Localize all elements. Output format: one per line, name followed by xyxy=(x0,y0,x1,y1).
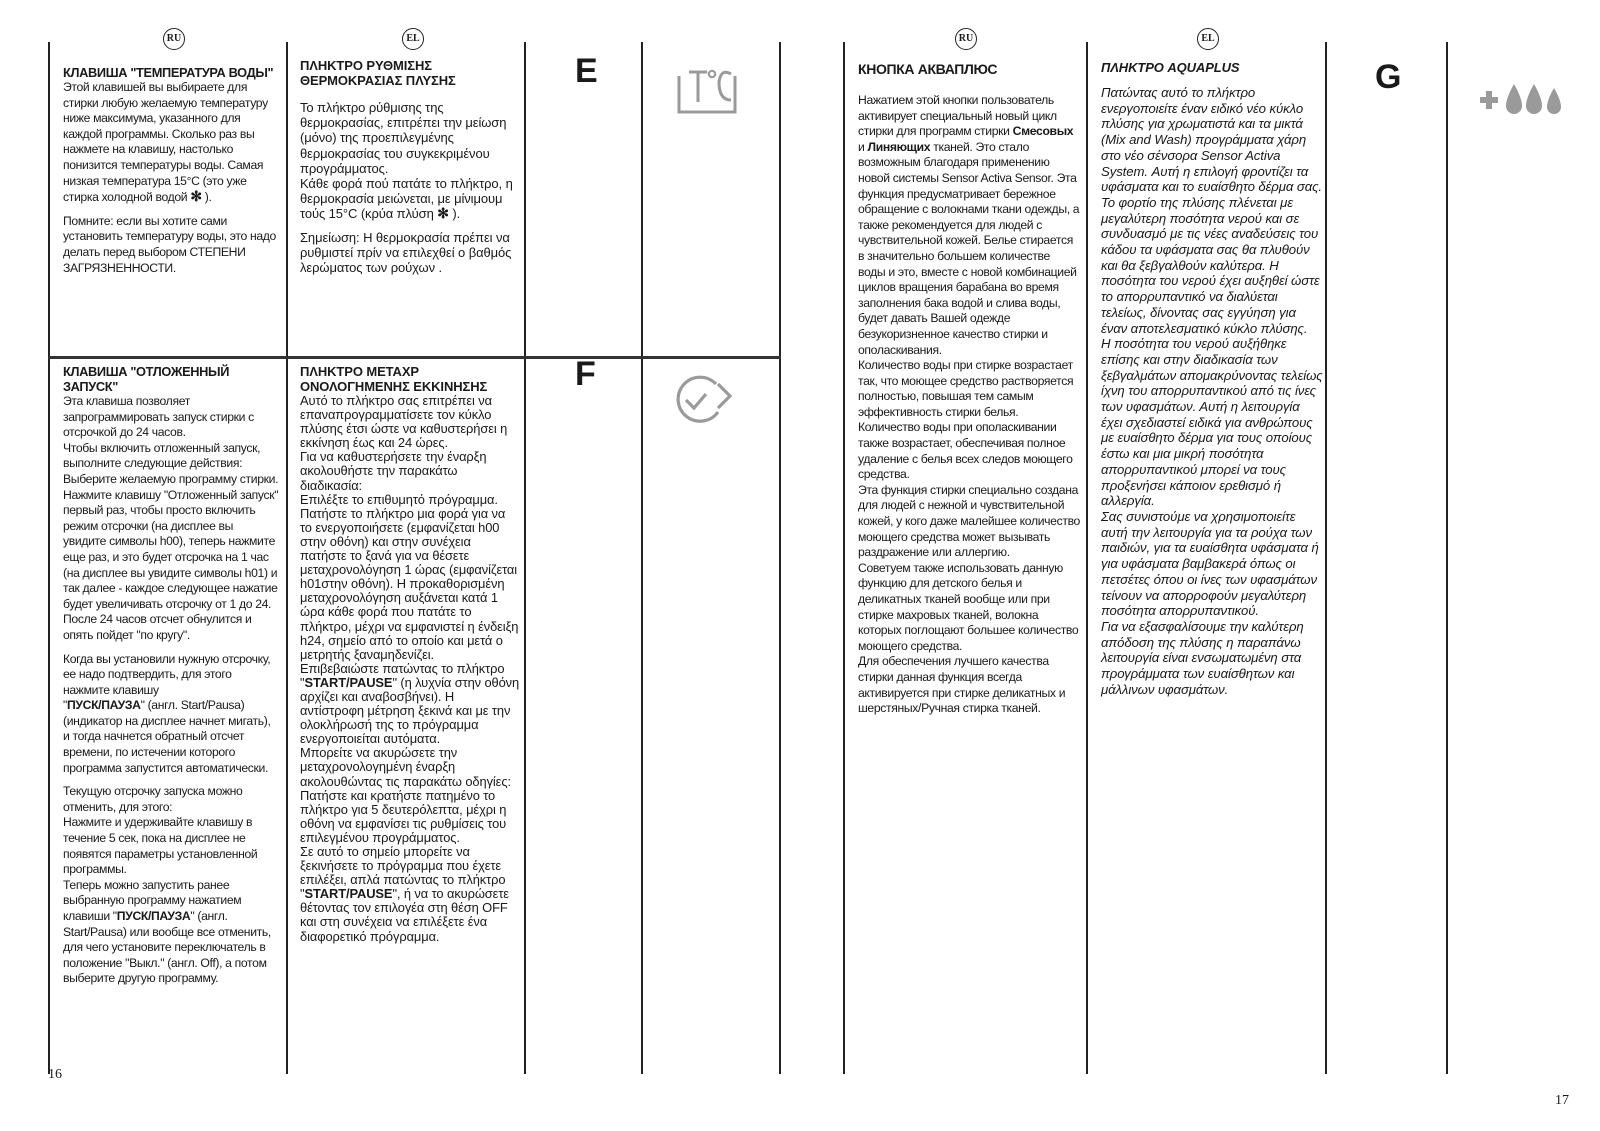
ru-column-delay xyxy=(63,364,279,987)
column-rule xyxy=(286,42,288,1074)
paragraph: Помните: если вы хотите сами установить температуру воды, это надо делать перед выбором СТЕПЕНИ ЗАГРЯЗНЕННОСТИ. xyxy=(63,213,276,275)
delay-start-icon xyxy=(672,372,736,428)
page-number: 16 xyxy=(48,1067,62,1082)
column-rule xyxy=(48,42,50,1074)
paragraph: Когда вы установили нужную отсрочку, ее надо подтвердить, для этого нажмите клавишу "ПУСК/ПАУЗА" (англ. Start/Pausa) (индикатор на дисплее начнет мигать), и тогда начнется обратный отсчет времени, по истечении которого программа запустится автоматически. xyxy=(63,651,271,775)
paragraph: Текущую отсрочку запуска можно отменить, для этого: Нажмите и удерживайте клавишу в течение 5 сек, пока на дисплее не появятся параметры установленной программы. Теперь можно запустить ранее выбранную программу нажатием клавиши "ПУСК/ПАУЗА" (англ. Start/Pausa) или вообще все отменить, для чего установите переключатель в положение "Выкл." (англ. Off), а потом выберите другую программу. xyxy=(63,784,271,986)
column-rule xyxy=(1325,42,1327,1074)
temperature-icon xyxy=(673,62,743,122)
column-rule xyxy=(524,42,526,1074)
lang-badge-el: EL xyxy=(1197,28,1219,50)
section-title: ΠΛΗΚΤΡΟ ΡΥΘΜΙΣΗΣ ΘΕΡΜΟΚΡΑΣΙΑΣ ΠΛΥΣΗΣ xyxy=(300,58,456,88)
paragraph: Αυτό το πλήκτρο σας επιτρέπει να επαναπρογραμματίσετε τον κύκλο πλύσης έτσι ώστε να καθυστερήσει η εκκίνηση έως και 24 ώρες. Για να καθυστερήσετε την έναρξη ακολουθήστε την παρακάτω διαδικασία: Επιλέξτε το επιθυμητό πρόγραμμα. Πατήστε το πλήκτρο μια φορά για να το ενεργοποιήσετε (εμφανίζεται h00 στην οθόνη) και στην συνέχεια πατήστε το ξανά για να θέσετε μεταχρονολόγηση 1 ώρας (εμφανίζεται h01στην οθόνη). Η προκαθορισμένη μεταχρονολόγηση αυξάνεται κατά 1 ώρα κάθε φορά που πατάτε το πλήκτρο, μέχρι να εμφανιστεί η ένδειξη h24, σημείο από το οποίο και μετά ο μετρητής ξαναμηδενίζει. Επιβεβαιώστε πατώντας το πλήκτρο "START/PAUSE" (η λυχνία στην οθόνη αρχίζει και αναβοσβήνει). Η αντίστροφη μέτρηση ξεκινά και με την ολοκλήρωσή της το πρόγραμμα ενεργοποιείται αυτόματα. Μπορείτε να ακυρώσετε την μεταχρονολογημένη έναρξη ακολουθώντας τις παρακάτω οδηγίες: Πατήστε και κρατήστε πατημένο το πλήκτρο για 5 δευτερόλεπτα, μέχρι η οθόνη να εμφανίσει τις ρυθμίσεις του επιλεγμένου προγράμματος. Σε αυτό το σημείο μπορείτε να ξεκινήσετε το πρόγραμμα που έχετε επιλέξει, απλά πατώντας το πλήκτρο "START/PAUSE", ή να το ακυρώσετε θέτοντας τον επιλογέα στη θέση OFF και στη συνέχεια να επιλέξετε ένα διαφορετικό πρόγραμμα. xyxy=(300,393,520,944)
paragraph: Σημείωση: Η θερμοκρασία πρέπει να ρυθμιστεί πρίν να επιλεχθεί ο βαθμός λερώματος των ρούχων . xyxy=(300,229,512,276)
el-column-temperature xyxy=(300,58,518,275)
paragraph: Эта клавиша позволяет запрограммировать запуск стирки с отсрочкой до 24 часов. Чтобы включить отложенный запуск, выполните следующие действия: Выберите желаемую программу стирки. Нажмите клавишу "Отложенный запуск" первый раз, чтобы просто включить режим отсрочки (на дисплее вы увидите символы h00), теперь нажмите еще раз, и это будет отсрочка на 1 час (на дисплее вы увидите символы h01) и так далее - каждое следующее нажатие будет увеличивать отсрочку от 1 до 24. После 24 часов отсчет обнулится и опять пойдет "по кругу". xyxy=(63,394,279,642)
column-rule xyxy=(843,42,845,1074)
paragraph: Этой клавишей вы выбираете для стирки любую желаемую температуру ниже максимума, указанного для каждой программы. Сколько раз вы нажмете на клавишу, настолько понизится температуры воды. Самая низкая температура 15°C (это уже стирка холодной водой ✻ ). xyxy=(63,80,268,205)
snowflake-icon: ✻ xyxy=(437,205,449,222)
el-column-delay xyxy=(300,364,520,944)
section-letter-f: F xyxy=(575,355,596,393)
paragraph: Πατώντας αυτό το πλήκτρο ενεργοποιείτε έναν ειδικό νέο κύκλο πλύσης για χρωματιστά και τα μικτά (Mix and Wash) προγράμματα χάρη στο νέο σένσορα Sensor Activa System. Αυτή η επιλογή φροντίζει τα υφάσματα και το ευαίσθητο δέρμα σας. Το φορτίο της πλύσης πλένεται με μεγαλύτερη ποσότητα νερού και σε συνδυασμό με τις νέες αναδεύσεις του κάδου τα υφάσματα σας θα πλυθούν και θα ξεβγαλθούν καλύτερα. Η ποσότητα του νερού έχει αυξηθεί ώστε το απορρυπαντικό να διαλύεται τελείως, δίνοντας σας εγγύηση για έναν αποτελεσματικό κύκλο πλύσης. Η ποσότητα του νερού αυξήθηκε επίσης και στην διαδικασία των ξεβγαλμάτων απομακρύνοντας τελείως ίχνη του απορρυπαντικού από τις ίνες των υφασμάτων. Αυτή η λειτουργία έχει σχεδιαστεί ειδικά για ανθρώπους με ευαίσθητο δέρμα για τους οποίους έστω και μια μικρή ποσότητα απορρυπαντικού μπορεί να τους προξενήσει κάποιον ερεθισμό ή αλλεργία. Σας συνιστούμε να χρησιμοποιείτε αυτή την λειτουργία για τα ρούχα των παιδιών, για τα ευαίσθητα υφάσματα ή για υφάσματα βαμβακερά όπως οι πετσέτες όπου οι ίνες των υφασμάτων τείνουν να απορροφούν μεγαλύτερη ποσότητα απορρυπαντικού. Για να εξασφαλίσουμε την καλύτερη απόδοση της πλύσης η παραπάνω λειτουργία είναι ενσωματωμένη στα προγράμματα των ευαίσθητων και μάλλινων υφασμάτων. xyxy=(1101,85,1323,697)
lang-badge-el: EL xyxy=(402,28,424,50)
section-title: ΠΛΗΚΤΡΟ AQUAPLUS xyxy=(1101,60,1240,75)
ru-column-temperature xyxy=(63,65,277,276)
column-rule xyxy=(641,42,643,1074)
section-letter-e: E xyxy=(575,52,598,90)
column-rule xyxy=(779,42,781,1074)
section-divider xyxy=(48,356,781,359)
column-rule xyxy=(1446,42,1448,1074)
section-title: КНОПКА АКВАПЛЮС xyxy=(858,61,998,77)
section-title: КЛАВИША "ОТЛОЖЕННЫЙ ЗАПУСК" xyxy=(63,364,230,394)
el-column-aquaplus xyxy=(1101,60,1323,697)
paragraph: Το πλήκτρο ρύθμισης της θερμοκρασίας, επιτρέπει την μείωση (μόνο) της προεπιλεγμένης θερμοκρασίας του συγκεκριμένου προγράμματος. Κάθε φορά πού πατάτε το πλήκτρο, η θερμοκρασία μειώνεται, με μίνιμουμ τούς 15°C (κρύα πλύση ✻ ). xyxy=(300,100,513,222)
section-title: КЛАВИША "ТЕМПЕРАТУРА ВОДЫ" xyxy=(63,65,274,80)
lang-badge-ru: RU xyxy=(163,28,185,50)
section-letter-g: G xyxy=(1375,58,1402,96)
column-rule xyxy=(1086,42,1088,1074)
page-number: 17 xyxy=(1555,1093,1569,1108)
paragraph: Нажатием этой кнопки пользователь активирует специальный новый цикл стирки для программ стирки Смесовых и Линяющих тканей. Это стало возможным благодаря применению новой системы Sensor Activa Sensor. Эта функция предусматривает бережное обращение с волокнами ткани одежды, а также рекомендуется для людей с чувствительной кожей. Белье стирается в значительно большем количестве воды и это, вместе с новой комбинацией циклов вращения барабана во время заполнения бака водой и слива воды, будет давать Вашей одежде безукоризненное качество стирки и ополаскивания. Количество воды при стирке возрастает так, что моющее средство растворяется полностью, повышая тем самым эффективность стирки белья. Количество воды при ополаскивании также возрастает, обеспечивая полное удаление с белья всех следов моющего средства. Эта функция стирки специально создана для людей с нежной и чувствительной кожей, у кого даже малейшее количество моющего средства может вызывать раздражение или аллергию. Советуем также использовать данную функцию для детского белья и деликатных тканей вообще или при стирке махровых тканей, волокна которых поглощают большее количество моющего средства. Для обеспечения лучшего качества стирки данная функция всегда активируется при стирке деликатных и шерстяных/Ручная стирка тканей. xyxy=(858,93,1080,716)
snowflake-icon: ✻ xyxy=(190,188,202,205)
aquaplus-icon xyxy=(1476,78,1562,122)
lang-badge-ru: RU xyxy=(955,28,977,50)
section-title: ΠΛΗΚΤΡΟ ΜΕΤΑΧΡ ΟΝΟΛΟΓΗΜΕΝΗΣ ΕΚΚΙΝΗΣΗΣ xyxy=(300,364,488,394)
ru-column-aquaplus xyxy=(858,62,1080,717)
